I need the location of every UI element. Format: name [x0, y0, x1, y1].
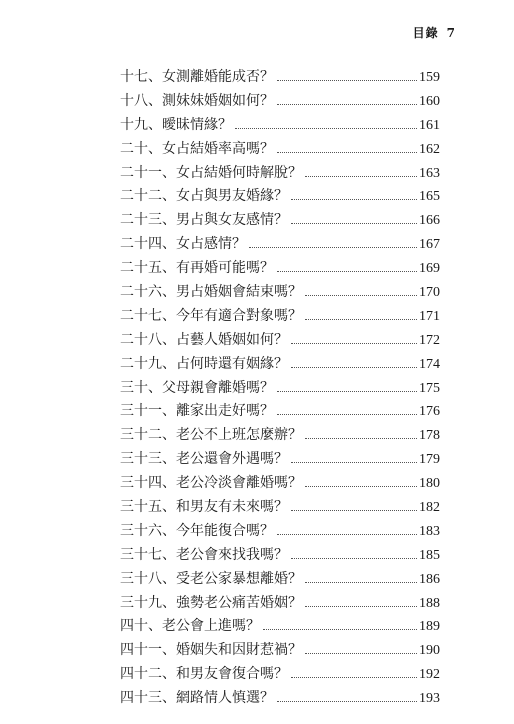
toc-dot-leader: [291, 199, 417, 200]
toc-dot-leader: [305, 438, 417, 439]
toc-entry-title: 三十七、老公會來找我嗎？: [120, 546, 288, 563]
toc-entry[interactable]: [120, 185, 440, 209]
toc-entry-page: 167: [419, 237, 440, 253]
toc-entry[interactable]: [120, 472, 440, 496]
toc-dot-leader: [277, 414, 417, 415]
toc-entry-title: 三十六、今年能復合嗎？: [120, 522, 274, 539]
toc-entry[interactable]: [120, 424, 440, 448]
toc-entry[interactable]: [120, 305, 440, 329]
toc-entry-page: 190: [419, 643, 440, 659]
toc-entry-title: 二十三、男占與女友感情？: [120, 212, 288, 229]
page-number: 7: [446, 26, 456, 40]
toc-entry-page: 175: [419, 380, 440, 396]
toc-entry-page: 159: [419, 70, 440, 85]
toc-entry-title: 四十三、網路情人慎選？: [120, 690, 274, 707]
toc-entry[interactable]: [120, 496, 440, 520]
toc-entry-title: 三十二、老公不上班怎麼辦？: [120, 427, 302, 444]
toc-entry-title: 四十、老公會上進嗎？: [120, 618, 260, 635]
toc-dot-leader: [291, 510, 417, 511]
toc-entry[interactable]: [120, 615, 440, 639]
toc-entry-page: 161: [419, 117, 440, 133]
toc-entry-title: 二十四、女占感情？: [120, 236, 246, 253]
toc-entry-title: 二十八、占藝人婚姻如何？: [120, 331, 288, 348]
toc-dot-leader: [305, 176, 417, 177]
toc-entry-page: 163: [419, 165, 440, 181]
toc-entry[interactable]: [120, 209, 440, 233]
toc-dot-leader: [291, 558, 417, 559]
toc-entry-title: 十七、女測離婚能成否？: [120, 69, 274, 85]
toc-entry-title: 三十一、離家出走好嗎？: [120, 403, 274, 420]
toc-entry-title: 三十九、強勢老公痛苦婚姻？: [120, 594, 302, 611]
toc-dot-leader: [277, 152, 417, 153]
toc-dot-leader: [277, 104, 417, 105]
toc-entry-page: 160: [419, 93, 440, 109]
toc-entry-page: 180: [419, 476, 440, 492]
toc-entry[interactable]: [120, 90, 440, 114]
toc-entry-title: 二十、女占結婚率高嗎？: [120, 140, 274, 157]
toc-dot-leader: [277, 271, 417, 272]
toc-entry-page: 178: [419, 428, 440, 444]
toc-entry-page: 162: [419, 141, 440, 157]
toc-entry[interactable]: [120, 639, 440, 663]
toc-entry[interactable]: [120, 592, 440, 616]
toc-entry[interactable]: [120, 329, 440, 353]
toc-entry-title: 四十二、和男友會復合嗎？: [120, 666, 288, 683]
toc-entry-page: 171: [419, 308, 440, 324]
toc-entry-page: 189: [419, 619, 440, 635]
toc-dot-leader: [305, 582, 417, 583]
toc-dot-leader: [263, 629, 417, 630]
toc-entry-title: 三十、父母親會離婚嗎？: [120, 379, 274, 396]
toc-entry-title: 三十八、受老公家暴想離婚？: [120, 570, 302, 587]
toc-dot-leader: [277, 80, 417, 81]
toc-dot-leader: [305, 319, 417, 320]
toc-entry[interactable]: [120, 520, 440, 544]
toc-entry[interactable]: [120, 448, 440, 472]
toc-entry-page: 169: [419, 261, 440, 277]
toc-entry-page: 166: [419, 213, 440, 229]
toc-entry-title: 四十一、婚姻失和因財惹禍？: [120, 642, 302, 659]
toc-dot-leader: [291, 462, 417, 463]
toc-dot-leader: [305, 653, 417, 654]
toc-entry[interactable]: [120, 114, 440, 138]
section-title: 目錄: [412, 26, 439, 40]
toc-dot-leader: [277, 534, 417, 535]
toc-entry-page: 185: [419, 547, 440, 563]
toc-entry-page: 170: [419, 285, 440, 301]
toc-dot-leader: [291, 677, 417, 678]
toc-entry-title: 三十五、和男友有未來嗎？: [120, 499, 288, 516]
toc-dot-leader: [235, 128, 417, 129]
toc-entry[interactable]: [120, 257, 440, 281]
toc-entry-title: 二十一、女占結婚何時解脫？: [120, 164, 302, 181]
toc-entry-title: 二十六、男占婚姻會結束嗎？: [120, 284, 302, 301]
toc-entry-page: 192: [419, 667, 440, 683]
table-of-contents: [120, 66, 440, 711]
toc-entry-page: 179: [419, 452, 440, 468]
toc-entry-page: 183: [419, 523, 440, 539]
toc-dot-leader: [305, 295, 417, 296]
toc-entry-title: 二十二、女占與男友婚緣？: [120, 188, 288, 205]
toc-entry-title: 三十三、老公還會外遇嗎？: [120, 451, 288, 468]
toc-entry[interactable]: [120, 162, 440, 186]
toc-entry-title: 三十四、老公冷淡會離婚嗎？: [120, 475, 302, 492]
toc-entry[interactable]: [120, 138, 440, 162]
page-header: [413, 24, 456, 41]
toc-entry-title: 二十九、占何時還有姻緣？: [120, 355, 288, 372]
toc-dot-leader: [305, 606, 417, 607]
toc-dot-leader: [277, 701, 417, 702]
toc-entry[interactable]: [120, 568, 440, 592]
toc-entry-title: 十八、測妹妹婚姻如何？: [120, 92, 274, 109]
toc-dot-leader: [291, 343, 417, 344]
toc-entry[interactable]: [120, 281, 440, 305]
toc-entry[interactable]: [120, 233, 440, 257]
toc-entry-page: 176: [419, 404, 440, 420]
toc-dot-leader: [291, 223, 417, 224]
toc-entry-page: 172: [419, 332, 440, 348]
toc-entry-title: 二十五、有再婚可能嗎？: [120, 260, 274, 277]
toc-dot-leader: [305, 486, 417, 487]
toc-entry[interactable]: [120, 66, 440, 90]
toc-entry-page: 182: [419, 500, 440, 516]
toc-entry-page: 165: [419, 189, 440, 205]
toc-entry-title: 二十七、今年有適合對象嗎？: [120, 307, 302, 324]
toc-entry[interactable]: [120, 400, 440, 424]
toc-dot-leader: [249, 247, 417, 248]
toc-entry-title: 十九、曖昧情緣？: [120, 116, 232, 133]
toc-entry[interactable]: [120, 687, 440, 711]
toc-entry[interactable]: [120, 353, 440, 377]
toc-dot-leader: [277, 391, 417, 392]
toc-entry-page: 188: [419, 595, 440, 611]
toc-entry-page: 174: [419, 356, 440, 372]
toc-dot-leader: [291, 367, 417, 368]
toc-entry[interactable]: [120, 377, 440, 401]
toc-entry-page: 186: [419, 571, 440, 587]
toc-entry-page: 193: [419, 691, 440, 707]
toc-entry[interactable]: [120, 544, 440, 568]
toc-entry[interactable]: [120, 663, 440, 687]
